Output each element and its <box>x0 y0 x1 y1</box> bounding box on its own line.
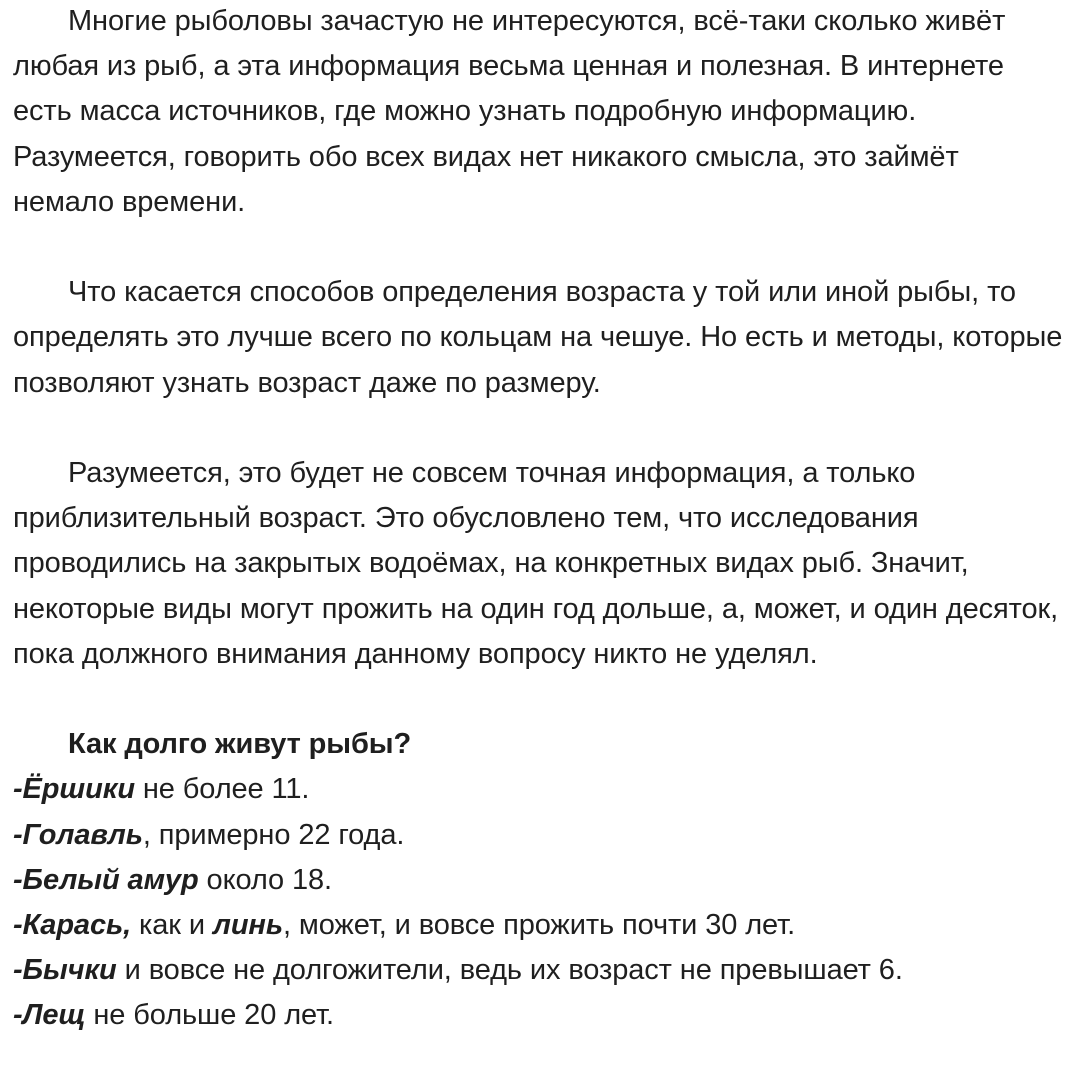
connector-text: как и <box>131 909 213 942</box>
fish-name: -Ёршики <box>13 773 135 806</box>
fish-lifespan-list <box>13 767 1066 1038</box>
list-item-karas-lin <box>13 903 1066 948</box>
fish-name: -Белый амур <box>13 863 199 896</box>
lifespan-text: не более 11. <box>134 773 310 806</box>
paragraph-spacer <box>13 225 1066 270</box>
paragraph-approximate-age: Разумеется, это будет не совсем точная информация, а только приблизительный возраст. Это обусловлено тем, что исследования проводились на закрытых водоёмах, на конкретных видах рыб. Значит, некоторые виды могут прожить на один год дольше, а, может, и один десяток, пока должного внимания данному вопросу никто не уделял. <box>13 457 1059 670</box>
lifespan-text: около 18. <box>198 863 333 896</box>
lifespan-text: не больше 20 лет. <box>85 999 335 1032</box>
paragraph-spacer <box>13 677 1066 722</box>
paragraph-spacer <box>13 406 1066 451</box>
fish-name: -Голавль <box>13 818 143 851</box>
list-item-belyi-amur <box>13 858 1066 903</box>
section-heading: Как долго живут рыбы? <box>68 728 412 761</box>
paragraph-intro: Многие рыболовы зачастую не интересуются, всё-таки сколько живёт любая из рыб, а эта информация весьма ценная и полезная. В интернете есть масса источников, где можно узнать подробную информацию. Разумеется, говорить обо всех видах нет никакого смысла, это займёт немало времени. <box>13 5 1006 218</box>
fish-name: -Бычки <box>13 954 117 987</box>
paragraph-age-methods: Что касается способов определения возраста у той или иной рыбы, то определять это лучше всего по кольцам на чешуе. Но есть и методы, которые позволяют узнать возраст даже по размеру. <box>13 276 1063 399</box>
fish-name-secondary: линь <box>212 909 283 942</box>
lifespan-text: , может, и вовсе прожить почти 30 лет. <box>282 909 796 942</box>
list-item-ershiki <box>13 767 1066 812</box>
fish-name: -Карась, <box>13 909 132 942</box>
fish-name: -Лещ <box>13 999 86 1032</box>
list-item-bychki <box>13 948 1066 993</box>
list-item-golavl <box>13 813 1066 858</box>
list-item-leshch <box>13 993 1066 1038</box>
lifespan-text: и вовсе не долгожители, ведь их возраст не превышает 6. <box>116 954 903 987</box>
lifespan-text: , примерно 22 года. <box>142 818 405 851</box>
